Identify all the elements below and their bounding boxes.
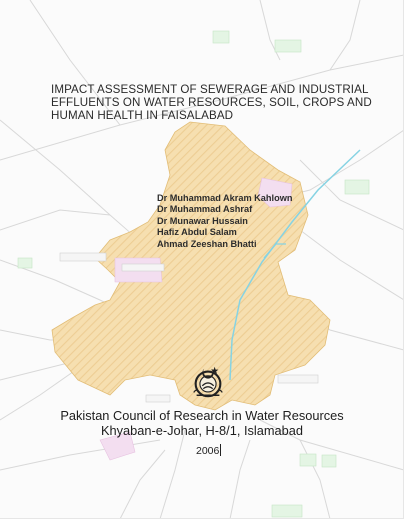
title-line: EFFLUENTS ON WATER RESOURCES, SOIL, CROPS AND [51,96,372,110]
author-name: Dr Munawar Hussain [157,215,248,226]
text-cursor [220,444,221,456]
author-name: Dr Muhammad Ashraf [157,204,253,215]
year-text: 2006 [196,445,220,457]
pcrwr-emblem-icon [189,363,227,401]
author-list [157,193,292,250]
title-line: IMPACT ASSESSMENT OF SEWERAGE AND INDUSTRIAL [51,83,369,96]
report-title [51,83,381,123]
title-line: HUMAN HEALTH IN FAISALABAD [51,109,234,123]
publication-year [196,444,221,457]
author-name: Hafiz Abdul Salam [157,227,237,238]
organization-name: Pakistan Council of Research in Water Resources [60,408,344,423]
author-name: Ahmad Zeeshan Bhatti [157,238,257,249]
organization-address: Khyaban-e-Johar, H-8/1, Islamabad [100,423,304,438]
author-name: Dr Muhammad Akram Kahlown [157,193,293,203]
